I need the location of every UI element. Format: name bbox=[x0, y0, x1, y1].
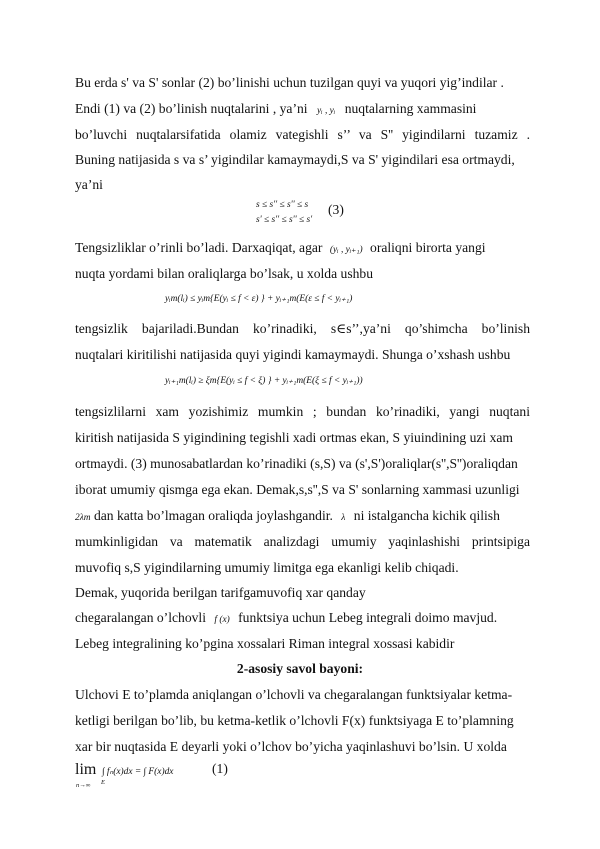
equation-number: (3) bbox=[328, 202, 344, 217]
text-fragment: Tengsizliklar o’rinli bo’ladi. Darxaqiqat, agar bbox=[75, 240, 323, 255]
text-line: Lebeg integralining ko’pgina xossalari Riman integral xossasi kabidir bbox=[75, 636, 455, 651]
formula-inequality-2: s' ≤ s'' ≤ s'' ≤ s' bbox=[256, 215, 313, 225]
text-line: tengsizlilarni xam yozishimiz mumkin ; bundan ko’rinadiki, yangi nuqtani bbox=[75, 404, 530, 419]
formula-integral-subscript: E bbox=[101, 779, 105, 786]
formula-yi-yi: yᵢ , yᵢ bbox=[316, 106, 336, 116]
formula-2-lambda-m: 2λm bbox=[75, 513, 91, 523]
text-fragment: dan katta bo’lmagan oraliqda joylashgandir. bbox=[93, 508, 333, 523]
text-line: mumkinligidan va matematik analizdagi umumiy yaqinlashishi printsipiga bbox=[75, 534, 530, 549]
equation-number: (1) bbox=[212, 761, 228, 776]
text-line: muvofiq s,S yigindilarning umumiy limitga ega ekanligi kelib chiqadi. bbox=[75, 560, 459, 575]
text-line: iborat umumiy qismga ega ekan. Demak,s,s'',S va S' sonlarning xammasi uzunligi bbox=[75, 482, 520, 497]
formula-lambda: λ bbox=[341, 513, 346, 523]
text-line bbox=[75, 605, 530, 634]
formula-f-of-x: f (x) bbox=[214, 615, 230, 625]
text-line: kiritish natijasida S yigindining tegishli xadi ortmas ekan, S yiuindining uzi xam bbox=[75, 430, 513, 445]
text-fragment: nuqtalarning xammasini bbox=[344, 101, 477, 116]
formula-inequality-b: yᵢ₊₁m(lᵢ) ≥ ξm{E(yᵢ ≤ f < ξ) } + yᵢ₊₁m(E(ξ ≤ f < yᵢ₊₁)) bbox=[165, 376, 363, 386]
formula-interval: (yᵢ , yᵢ₊₁) bbox=[329, 245, 363, 255]
text-line: ketligi berilgan bo’lib, bu ketma-ketlik o’lchovli F(x) funktsiyaga E to’plamning bbox=[75, 713, 514, 728]
text-fragment: chegaralangan o’lchovli bbox=[75, 610, 206, 625]
text-line bbox=[75, 503, 530, 532]
formula-inequality-a: yᵢm(lᵢ) ≤ yᵢm{E(yᵢ ≤ f < ε) } + yᵢ₊₁m(E(ε ≤ f < yᵢ₊₁) bbox=[165, 294, 353, 304]
text-line: ortmaydi. (3) munosabatlardan ko’rinadiki (s,S) va (s',S')oraliqlar(s'',S'')oraliqdan bbox=[75, 456, 518, 471]
formula-limit-subscript: n→∞ bbox=[76, 782, 91, 789]
text-fragment: ni istalgancha kichik qilish bbox=[353, 508, 500, 523]
text-line: Demak, yuqorida berilgan tarifgamuvofiq xar qanday bbox=[75, 585, 366, 600]
text-line: Bu erda s' va S' sonlar (2) bo’linishi uchun tuzilgan quyi va yuqori yig’indilar . bbox=[75, 75, 504, 90]
text-line: nuqtalari kiritilishi natijasida quyi yigindi kamaymaydi. Shunga o’xshash ushbu bbox=[75, 347, 511, 362]
text-line: ya’ni bbox=[75, 177, 103, 192]
text-line: Buning natijasida s va s’ yigindilar kamaymaydi,S va S' yigindilari esa ortmaydi, bbox=[75, 152, 515, 167]
text-line: Ulchovi E to’plamda aniqlangan o’lchovli va chegaralangan funktsiyalar ketma- bbox=[75, 687, 513, 702]
text-line bbox=[75, 235, 530, 264]
text-fragment: funktsiya uchun Lebeg integrali doimo mavjud. bbox=[238, 610, 498, 625]
formula-inequality-1: s ≤ s'' ≤ s'' ≤ s bbox=[256, 200, 309, 210]
text-line: bo’luvchi nuqtalarsifatida olamiz vategishli s’’ va S'' yigindilarni tuzamiz . bbox=[75, 127, 530, 142]
text-fragment: oraliqni birorta yangi bbox=[370, 240, 486, 255]
section-heading: 2-asosiy savol bayoni: bbox=[236, 661, 364, 676]
text-fragment: Endi (1) va (2) bo’linish nuqtalarini , ya’ni bbox=[75, 101, 308, 116]
text-line: nuqta yordami bilan oraliqlarga bo’lsak, u xolda ushbu bbox=[75, 266, 373, 281]
text-line: tengsizlik bajariladi.Bundan ko’rinadiki, s∈s’’,ya’ni qo’shimcha bo’linish bbox=[75, 321, 530, 336]
formula-limit: lim bbox=[75, 761, 97, 778]
text-line bbox=[75, 96, 530, 125]
formula-integral: ∫ fₙ(x)dx = ∫ F(x)dx bbox=[102, 767, 174, 777]
text-line: xar bir nuqtasida E deyarli yoki o’lchov bo’yicha yaqinlashuvi bo’lsin. U xolda bbox=[75, 739, 507, 754]
